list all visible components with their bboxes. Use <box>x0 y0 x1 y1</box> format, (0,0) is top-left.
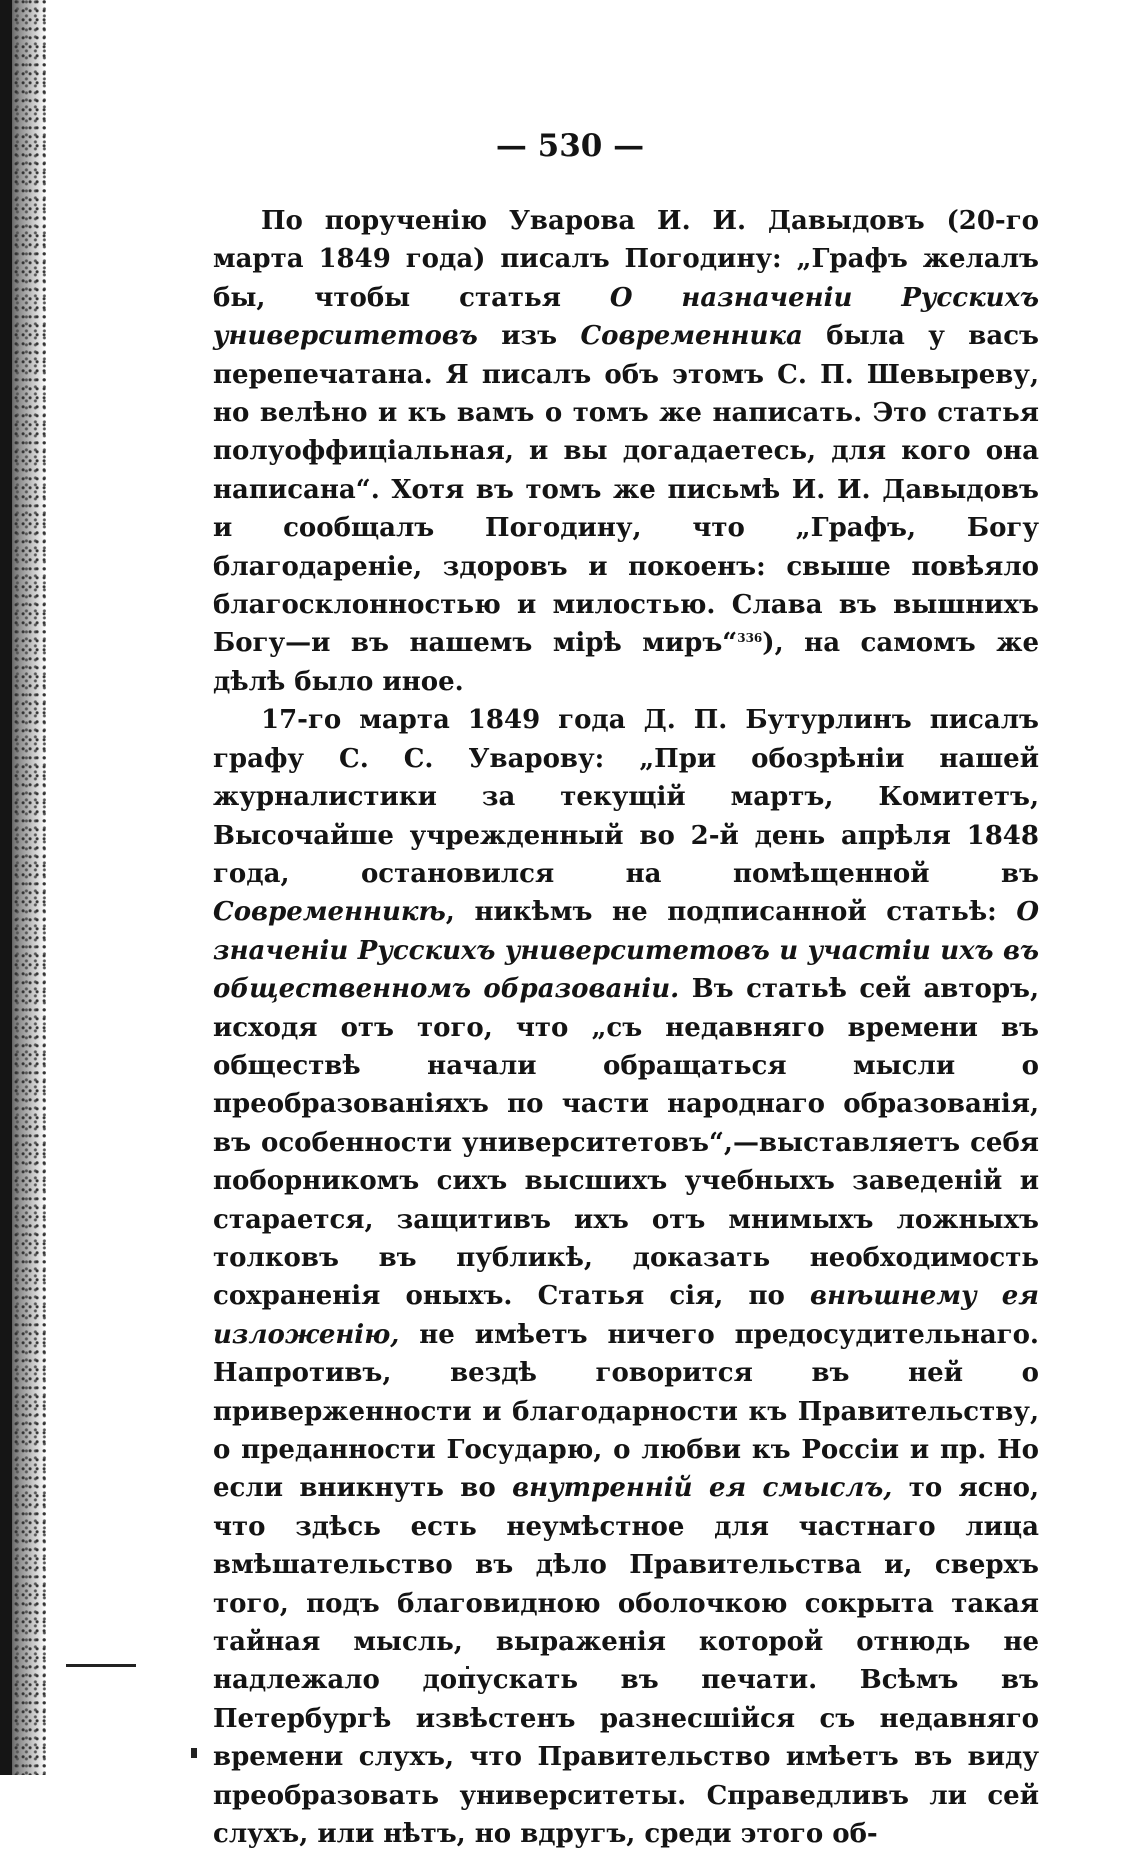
text-run: не имѣетъ ничего предосудительнаго. Напротивъ, вездѣ говорится въ ней о приверженности и благодарности къ Правительству, о преданности Государю, о любви къ Россіи и пр. Но если вникнуть во <box>213 1319 1039 1504</box>
footnote-ref: 336 <box>737 631 763 646</box>
italic-title: Современника <box>580 321 803 352</box>
text-run: была у васъ перепечатана. Я писалъ объ этомъ С. П. Шевыреву, но велѣно и къ вамъ о томъ же написать. Это статья полуоффиціальная, и вы догадаетесь, для кого она написана“. Хотя въ томъ же письмѣ И. И. Давыдовъ и сообщалъ Погодину, что „Графъ, Богу благодареніе, здоровъ и покоенъ: свыше повѣяло благосклонностью и милостью. Слава въ вышнихъ Богу—и въ нашемъ мірѣ миръ“ <box>213 321 1039 659</box>
italic-title: О назначеніи Русскихъ университетовъ <box>213 282 1039 352</box>
italic-phrase: внутренній ея смыслъ, <box>512 1473 893 1504</box>
scan-edge-shadow <box>0 0 46 1775</box>
paragraph <box>213 701 1039 1853</box>
text-run: По порученію Уварова И. И. Давыдовъ (20-го марта 1849 года) писалъ Погодину: „Графъ желалъ бы, чтобы статья <box>213 206 1039 313</box>
text-run: ), на самомъ же дѣлѣ было иное. <box>213 628 1039 697</box>
italic-title: Современникѣ <box>213 897 446 928</box>
scan-speck <box>191 1748 197 1758</box>
text-run: то ясно, что здѣсь есть неумѣстное для частнаго лица вмѣшательство въ дѣло Правительства и, сверхъ того, подъ благовидною оболочкою сокрыта такая тайная мысль, выраженія которой отнюдь не надлежало допускать въ печати. Всѣмъ въ Петербургѣ извѣстенъ разнесшійся съ недавняго времени слухъ, что Правительство имѣетъ въ виду преобразовать университеты. Справедливъ ли сей слухъ, или нѣтъ, но вдругъ, среди этого об- <box>213 1473 1039 1850</box>
text-run: изъ <box>477 321 581 352</box>
italic-title: О значеніи Русскихъ университетовъ и участіи ихъ въ общественномъ образованіи. <box>213 897 1039 1005</box>
text-run: 17-го марта 1849 года Д. П. Бутурлинъ писалъ графу С. С. Уварову: „При обозрѣніи нашей журналистики за текущій мартъ, Комитетъ, Высочайше учрежденный во 2-й день апрѣля 1848 года, остановился на помѣщенной въ <box>213 705 1039 889</box>
italic-phrase: внѣшнему ея изложенію, <box>213 1281 1039 1350</box>
scan-speck <box>66 1664 136 1667</box>
page-number: — 530 — <box>495 128 645 164</box>
paragraph <box>213 202 1039 701</box>
page-body <box>213 202 1039 1853</box>
text-run: Въ статьѣ сей авторъ, исходя отъ того, что „съ недавняго времени въ обществѣ начали обращаться мысли о преобразованіяхъ по части народнаго образованія, въ особенности университетовъ“,—выставляетъ себя поборникомъ сихъ высшихъ учебныхъ заведеній и старается, защитивъ ихъ отъ мнимыхъ ложныхъ толковъ въ публикѣ, доказать необходимость сохраненія оныхъ. Статья сія, по <box>213 974 1039 1312</box>
text-run: , никѣмъ не подписанной статьѣ: <box>445 897 1017 928</box>
